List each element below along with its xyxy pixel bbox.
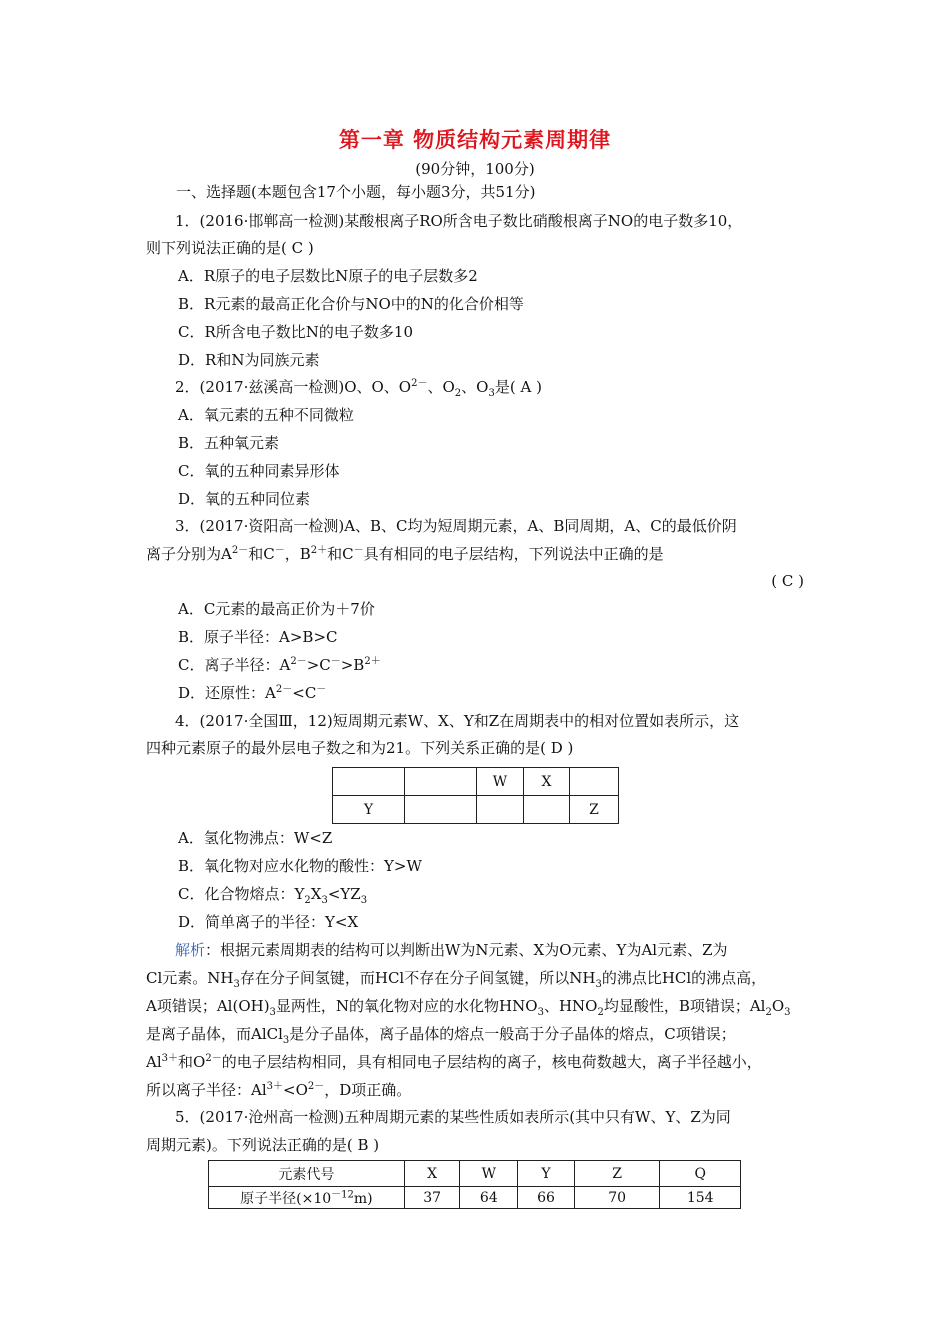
analysis-line1 xyxy=(175,940,728,960)
q3-c-text: C．离子半径：A xyxy=(178,656,291,674)
table-cell: 64 xyxy=(460,1187,518,1209)
analysis-text: A项错误；Al(OH) xyxy=(146,997,270,1015)
q4-option-c xyxy=(178,884,367,904)
analysis-line3 xyxy=(146,996,791,1016)
q4-stem-line2: 四种元素原子的最外层电子数之和为21。下列关系正确的是( D ) xyxy=(146,739,574,757)
q2-stem-mid2: 、O xyxy=(461,378,489,396)
row-label-sup: －12 xyxy=(331,1188,354,1200)
q3-text: ，B xyxy=(284,545,311,563)
q4-stem-line1: 4．(2017·全国Ⅲ，12)短周期元素W、X、Y和Z在周期表中的相对位置如表所示，这 xyxy=(175,712,740,730)
table-header-cell: 元素代号 xyxy=(209,1161,405,1187)
q4-c-text: <YZ xyxy=(327,885,361,903)
table-row xyxy=(333,796,619,824)
q3-c-sup: 2＋ xyxy=(364,656,381,667)
q3-d-text: <C xyxy=(292,684,317,702)
analysis-text: 是离子晶体，而AlCl xyxy=(146,1025,283,1043)
analysis-sub: 3 xyxy=(233,979,240,990)
q5-stem-line1: 5．(2017·沧州高一检测)五种周期元素的某些性质如表所示(其中只有W、Y、Z为同 xyxy=(175,1108,731,1126)
q2-stem xyxy=(175,377,542,397)
q4-c-sub: 3 xyxy=(360,895,368,906)
table-cell xyxy=(524,796,570,824)
analysis-sub: 3 xyxy=(282,1035,290,1046)
q4-option-a: A．氢化物沸点：W<Z xyxy=(178,829,333,847)
analysis-text: ：根据元素周期表的结构可以判断出W为N元素、X为O元素、Y为Al元素、Z为 xyxy=(205,941,728,959)
q4-c-sub: 3 xyxy=(321,895,328,906)
analysis-text: 是分子晶体，离子晶体的熔点一般高于分子晶体的熔点，C项错误； xyxy=(289,1025,736,1043)
table-cell: 70 xyxy=(574,1187,659,1209)
table-cell: 66 xyxy=(518,1187,575,1209)
q2-stem-text: 2．(2017·兹溪高一检测)O、O、O xyxy=(175,378,412,396)
table-cell xyxy=(405,768,477,796)
table-cell: Y xyxy=(333,796,405,824)
q3-d-sup: 2－ xyxy=(275,684,293,695)
table-header-cell: Z xyxy=(574,1161,659,1187)
q3-sup: － xyxy=(353,545,364,556)
analysis-sup: 3＋ xyxy=(266,1081,284,1092)
analysis-text: 和O xyxy=(178,1053,206,1071)
table-cell: 37 xyxy=(404,1187,460,1209)
analysis-text: 的沸点比HCl的沸点高， xyxy=(601,969,767,987)
analysis-sub: 2 xyxy=(597,1007,604,1018)
table-cell xyxy=(570,768,619,796)
table-cell: W xyxy=(477,768,524,796)
analysis-text: 存在分子间氢键，而HCl不存在分子间氢键，所以NH xyxy=(239,969,596,987)
table-cell xyxy=(333,768,405,796)
section-heading: 一、选择题(本题包含17个小题，每小题3分，共51分) xyxy=(176,183,536,201)
q2-option-c: C．氧的五种同素异形体 xyxy=(178,462,340,480)
q1-stem-line2: 则下列说法正确的是( C ) xyxy=(146,239,314,257)
q2-option-b: B．五种氧元素 xyxy=(178,434,280,452)
chapter-title: 第一章 物质结构元素周期律 xyxy=(338,127,612,152)
q2-stem-post: 是( A ) xyxy=(494,378,542,396)
q4-option-b: B．氧化物对应水化物的酸性：Y>W xyxy=(178,857,422,875)
q3-text: 离子分别为A xyxy=(146,545,232,563)
analysis-text: 显两性，N的氧化物对应的水化物HNO xyxy=(275,997,538,1015)
table-header-cell: W xyxy=(460,1161,518,1187)
q3-c-sup: 2－ xyxy=(290,656,307,667)
q2-stem-mid: 、O xyxy=(427,378,455,396)
q1-option-d: D．R和N为同族元素 xyxy=(178,351,320,369)
analysis-text: <O xyxy=(283,1081,308,1099)
analysis-text: 所以离子半径：Al xyxy=(146,1081,267,1099)
q4-c-text: C．化合物熔点：Y xyxy=(178,885,305,903)
q3-d-sup: － xyxy=(316,684,327,695)
q1-option-c: C．R所含电子数比N的电子数多10 xyxy=(178,323,413,341)
q3-sup: 2－ xyxy=(231,545,249,556)
q3-option-a: A．C元素的最高正价为＋7价 xyxy=(178,600,375,618)
q3-stem-line2 xyxy=(146,544,664,564)
q2-sub2: 3 xyxy=(488,388,495,399)
q3-c-text: >B xyxy=(340,656,365,674)
table-cell xyxy=(477,796,524,824)
table-header-cell: Y xyxy=(518,1161,575,1187)
table-cell: 154 xyxy=(660,1187,741,1209)
analysis-sup: 3＋ xyxy=(161,1053,179,1064)
analysis-sub: 3 xyxy=(537,1007,544,1018)
q3-sup: － xyxy=(274,545,285,556)
q3-stem-line1: 3．(2017·资阳高一检测)A、B、C均为短周期元素，A、B同周期，A、C的最低价阴 xyxy=(175,517,737,535)
element-property-table xyxy=(208,1160,741,1209)
analysis-text: Al xyxy=(146,1053,162,1071)
q3-option-b: B．原子半径：A>B>C xyxy=(178,628,338,646)
analysis-sub: 3 xyxy=(784,1007,791,1018)
q1-option-b: B．R元素的最高正化合价与NO中的N的化合价相等 xyxy=(178,295,524,313)
row-label-text: 原子半径(×10 xyxy=(240,1190,332,1207)
q3-c-text: >C xyxy=(306,656,331,674)
q3-answer: ( C ) xyxy=(771,572,804,590)
analysis-text: Cl元素。NH xyxy=(146,969,234,987)
q2-option-d: D．氧的五种同位素 xyxy=(178,490,311,508)
analysis-line2 xyxy=(146,968,766,988)
table-row xyxy=(333,768,619,796)
table-header-cell: X xyxy=(404,1161,460,1187)
analysis-line6 xyxy=(146,1080,411,1100)
q3-sup: 2＋ xyxy=(310,545,328,556)
q1-stem-line1: 1．(2016·邯郸高一检测)某酸根离子RO所含电子数比硝酸根离子NO的电子数多10， xyxy=(175,212,743,230)
analysis-line4 xyxy=(146,1024,736,1044)
analysis-sup: 2－ xyxy=(205,1053,222,1064)
analysis-sup: 2－ xyxy=(307,1081,325,1092)
table-cell: X xyxy=(524,768,570,796)
q1-option-a: A．R原子的电子层数比N原子的电子层数多2 xyxy=(178,267,478,285)
exam-info: (90分钟，100分) xyxy=(415,160,535,178)
analysis-text: 均显酸性，B项错误；Al xyxy=(603,997,766,1015)
analysis-text: ，D项正确。 xyxy=(324,1081,412,1099)
periodic-position-table xyxy=(332,767,619,824)
q2-option-a: A．氧元素的五种不同微粒 xyxy=(178,406,354,424)
row-label-text: m) xyxy=(353,1190,373,1207)
analysis-sub: 2 xyxy=(765,1007,772,1018)
analysis-label: 解析 xyxy=(175,941,206,959)
q3-option-c xyxy=(178,655,381,675)
q2-sup: 2－ xyxy=(411,378,428,389)
q3-text: 和C xyxy=(248,545,275,563)
q5-stem-line2: 周期元素)。下列说法正确的是( B ) xyxy=(146,1136,380,1154)
analysis-line5 xyxy=(146,1052,762,1072)
analysis-text: 、HNO xyxy=(543,997,598,1015)
table-header-cell: Q xyxy=(660,1161,741,1187)
q3-text: 和C xyxy=(327,545,354,563)
q4-option-d: D．简单离子的半径：Y<X xyxy=(178,913,359,931)
analysis-text: 的电子层结构相同，具有相同电子层结构的离子，核电荷数越大，离子半径越小， xyxy=(221,1053,762,1071)
table-header-row xyxy=(209,1161,741,1187)
table-cell: Z xyxy=(570,796,619,824)
q3-c-sup: － xyxy=(330,656,341,667)
q2-sub1: 2 xyxy=(454,388,462,399)
q3-text: 具有相同的电子层结构，下列说法中正确的是 xyxy=(363,545,664,563)
analysis-sub: 3 xyxy=(595,979,602,990)
q4-c-text: X xyxy=(310,885,322,903)
q4-c-sub: 2 xyxy=(304,895,311,906)
q3-d-text: D．还原性：A xyxy=(178,684,276,702)
analysis-text: O xyxy=(771,997,785,1015)
table-row-label xyxy=(209,1187,405,1209)
analysis-sub: 3 xyxy=(269,1007,276,1018)
table-row xyxy=(209,1187,741,1209)
table-cell xyxy=(405,796,477,824)
q3-option-d xyxy=(178,683,326,703)
